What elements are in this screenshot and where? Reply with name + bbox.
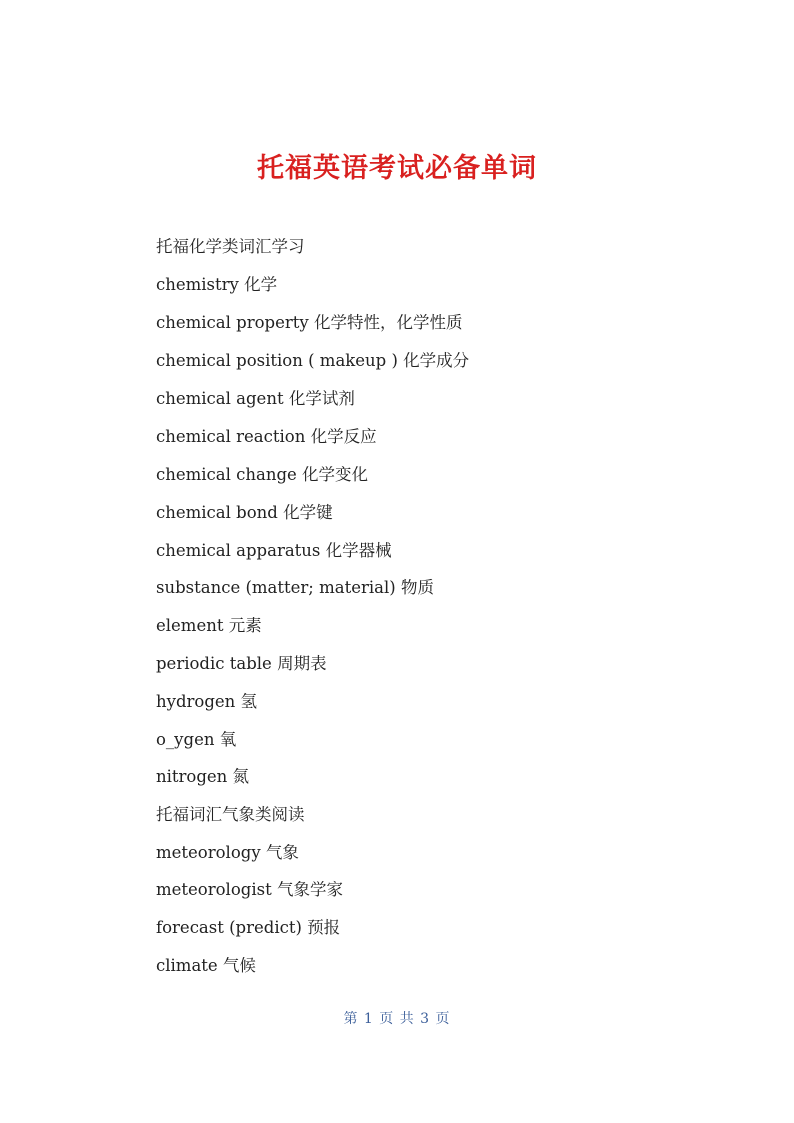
vocab-line: chemistry 化学	[156, 275, 278, 294]
vocab-line: o_ygen 氧	[156, 730, 237, 749]
vocab-line: chemical position ( makeup ) 化学成分	[156, 351, 470, 370]
vocab-line: chemical reaction 化学反应	[156, 427, 377, 446]
section-heading-chemistry: 托福化学类词汇学习	[156, 237, 305, 256]
vocab-line: meteorology 气象	[156, 843, 299, 862]
vocab-line: hydrogen 氢	[156, 692, 258, 711]
vocab-line: chemical change 化学变化	[156, 465, 369, 484]
vocab-line: periodic table 周期表	[156, 654, 327, 673]
vocab-line: substance (matter; material) 物质	[156, 578, 434, 597]
vocab-line: forecast (predict) 预报	[156, 918, 341, 937]
vocab-line: chemical apparatus 化学器械	[156, 541, 392, 560]
vocab-line: chemical bond 化学键	[156, 503, 333, 522]
section-heading-meteorology: 托福词汇气象类阅读	[156, 805, 305, 824]
vocab-line: chemical property 化学特性，化学性质	[156, 313, 463, 332]
vocab-line: chemical agent 化学试剂	[156, 389, 355, 408]
vocab-line: climate 气候	[156, 956, 256, 975]
vocab-line: nitrogen 氮	[156, 767, 250, 786]
vocab-line: element 元素	[156, 616, 262, 635]
page-number-footer: 第 1 页 共 3 页	[343, 1011, 451, 1027]
document-title: 托福英语考试必备单词	[257, 153, 537, 184]
vocab-line: meteorologist 气象学家	[156, 880, 343, 899]
